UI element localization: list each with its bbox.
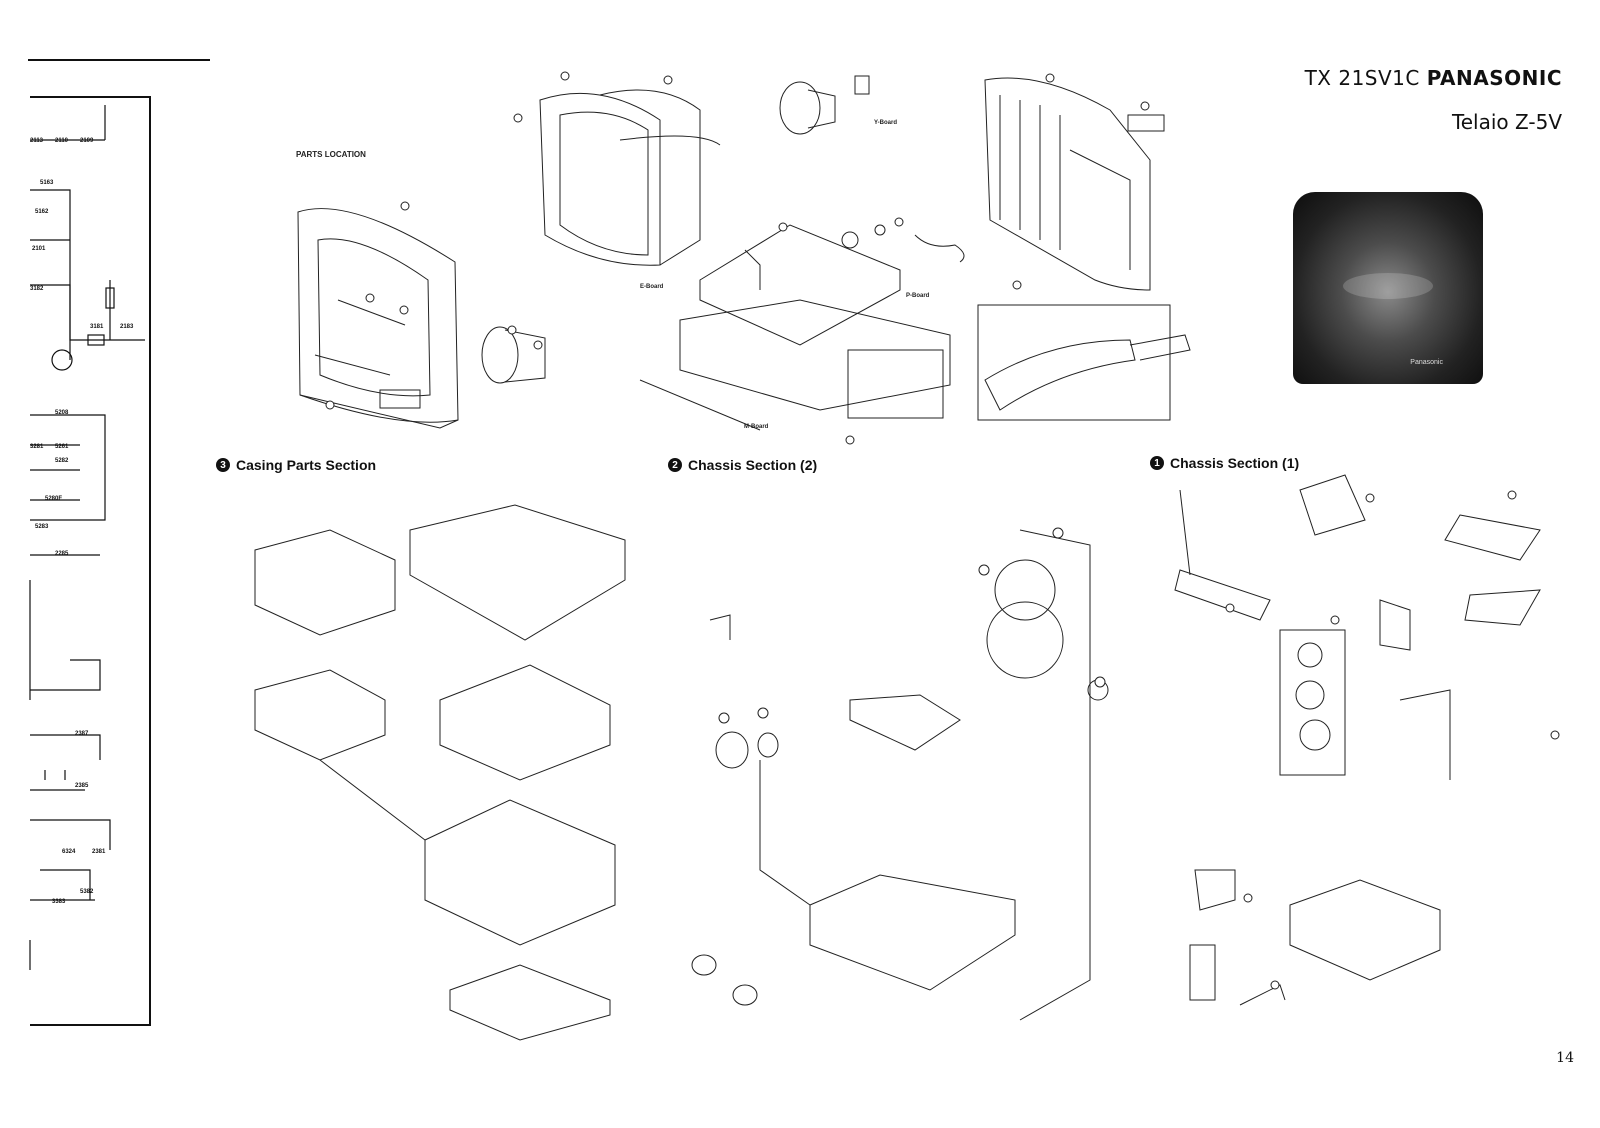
- crt-tube-drawing: [540, 90, 720, 265]
- section-number-badge: 2: [668, 458, 682, 472]
- svg-text:2387: 2387: [75, 731, 89, 737]
- remote-control-drawing: [978, 305, 1190, 420]
- chassis-section-2-title: [668, 457, 817, 473]
- svg-text:2385: 2385: [75, 783, 89, 789]
- section-number-badge: 1: [1150, 456, 1164, 470]
- e-board-label: E-Board: [640, 284, 664, 290]
- svg-text:6324: 6324: [62, 849, 76, 855]
- svg-text:2110: 2110: [55, 138, 69, 144]
- svg-text:5208: 5208: [55, 410, 69, 416]
- chassis-section-1-title: [1150, 455, 1299, 471]
- svg-text:5163: 5163: [40, 180, 54, 186]
- svg-text:3383: 3383: [52, 899, 66, 905]
- svg-text:2381: 2381: [92, 849, 106, 855]
- svg-text:3181: 3181: [90, 324, 104, 330]
- chassis-boards-drawing: [640, 225, 950, 430]
- section-title-text: Chassis Section (2): [688, 457, 818, 473]
- casing-parts-section-title: [216, 457, 376, 473]
- svg-text:5261: 5261: [55, 444, 69, 450]
- section-number-badge: 3: [216, 458, 230, 472]
- model-number: TX 21SV1C: [1304, 66, 1420, 90]
- photo-brand-label: Panasonic: [1410, 359, 1443, 366]
- p-board-label: P-Board: [906, 293, 930, 299]
- svg-text:5162: 5162: [35, 209, 49, 215]
- svg-text:2113: 2113: [30, 138, 44, 144]
- svg-text:5280F: 5280F: [45, 496, 63, 502]
- svg-text:2285: 2285: [55, 551, 69, 557]
- svg-text:5283: 5283: [35, 524, 49, 530]
- section-title-text: Casing Parts Section: [236, 457, 377, 473]
- rear-cabinet-drawing: [985, 78, 1164, 290]
- page-number: 14: [1556, 1050, 1574, 1066]
- brand-name: PANASONIC: [1426, 66, 1562, 90]
- svg-text:3281: 3281: [30, 444, 44, 450]
- chassis-2-drawing: [692, 530, 1108, 1020]
- speaker-drawing: [482, 327, 545, 383]
- svg-text:5382: 5382: [80, 889, 94, 895]
- section-title-text: Chassis Section (1): [1170, 455, 1300, 471]
- svg-text:2183: 2183: [120, 324, 134, 330]
- power-cord-drawing: [915, 235, 964, 262]
- svg-text:2101: 2101: [32, 246, 46, 252]
- m-board-label: M-Board: [744, 424, 769, 430]
- parts-location-title: PARTS LOCATION: [296, 150, 366, 159]
- speaker-cone-drawing: [780, 76, 869, 134]
- y-board-label: Y-Board: [874, 120, 898, 126]
- svg-text:5282: 5282: [55, 458, 69, 464]
- casing-parts-drawing: [255, 505, 625, 1040]
- front-cabinet-drawing: [298, 209, 458, 428]
- svg-text:2109: 2109: [80, 138, 94, 144]
- chassis-label: Telaio Z-5V: [1451, 110, 1562, 134]
- chassis-1-drawing: [1175, 475, 1540, 1005]
- svg-text:3182: 3182: [30, 286, 44, 292]
